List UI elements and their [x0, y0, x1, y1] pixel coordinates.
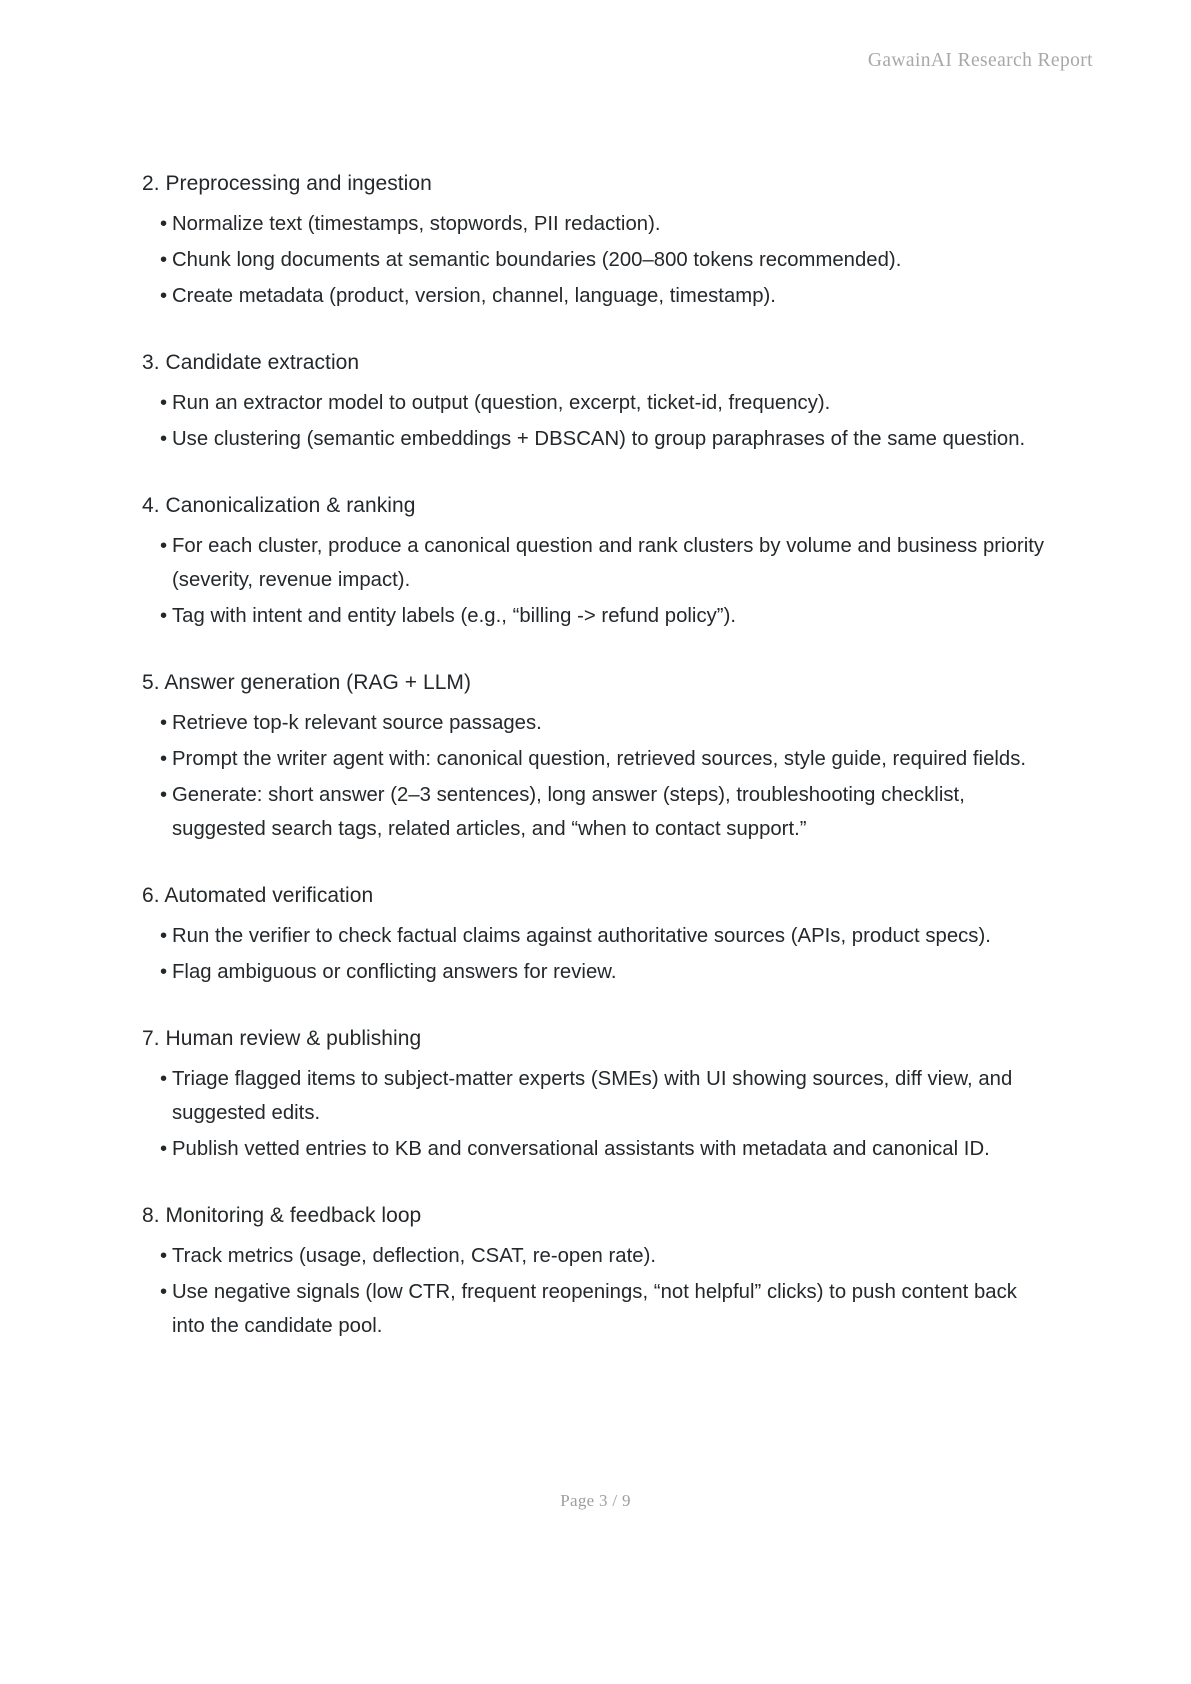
bullet-list	[142, 1239, 1048, 1343]
document-body	[142, 168, 1048, 1345]
bullet-list	[142, 207, 1048, 313]
document-section	[142, 490, 1048, 633]
bullet-dot-icon: •	[160, 961, 168, 983]
bullet-dot-icon: •	[160, 428, 168, 450]
list-item	[142, 386, 1048, 420]
bullet-dot-icon: •	[160, 605, 168, 627]
list-item-text: Retrieve top-k relevant source passages.	[172, 712, 542, 734]
document-section	[142, 1200, 1048, 1343]
bullet-dot-icon: •	[160, 249, 168, 271]
list-item	[142, 1132, 1048, 1166]
list-item	[142, 529, 1048, 597]
running-header-title: GawainAI Research Report	[867, 50, 1093, 71]
section-heading: 4. Canonicalization & ranking	[142, 494, 416, 517]
list-item-text: Create metadata (product, version, channel, language, timestamp).	[172, 285, 776, 307]
list-item	[142, 1239, 1048, 1273]
bullet-dot-icon: •	[160, 784, 168, 806]
bullet-list	[142, 1062, 1048, 1166]
list-item-text: Prompt the writer agent with: canonical question, retrieved sources, style guide, required fields.	[172, 748, 1027, 770]
list-item-text: Publish vetted entries to KB and conversational assistants with metadata and canonical ID.	[172, 1138, 990, 1160]
document-section	[142, 667, 1048, 846]
bullet-dot-icon: •	[160, 748, 168, 770]
section-heading: 6. Automated verification	[142, 884, 374, 907]
section-heading: 8. Monitoring & feedback loop	[142, 1204, 422, 1227]
section-heading: 7. Human review & publishing	[142, 1027, 422, 1050]
bullet-dot-icon: •	[160, 392, 168, 414]
list-item	[142, 599, 1048, 633]
list-item-text: Chunk long documents at semantic boundaries (200–800 tokens recommended).	[172, 249, 902, 271]
page-number-footer: Page 3 / 9	[560, 1491, 631, 1510]
bullet-dot-icon: •	[160, 285, 168, 307]
list-item-text: Use negative signals (low CTR, frequent reopenings, “not helpful” clicks) to push content back into the candidate pool.	[172, 1281, 1017, 1337]
bullet-dot-icon: •	[160, 1245, 168, 1267]
list-item-text: Flag ambiguous or conflicting answers for review.	[172, 961, 617, 983]
bullet-list	[142, 386, 1048, 456]
bullet-dot-icon: •	[160, 1068, 168, 1090]
list-item-text: Normalize text (timestamps, stopwords, PII redaction).	[172, 213, 661, 235]
list-item	[142, 919, 1048, 953]
document-section	[142, 168, 1048, 313]
list-item-text: Run the verifier to check factual claims against authoritative sources (APIs, product specs).	[172, 925, 991, 947]
section-heading: 5. Answer generation (RAG + LLM)	[142, 671, 472, 694]
bullet-list	[142, 529, 1048, 633]
list-item-text: Track metrics (usage, deflection, CSAT, re-open rate).	[172, 1245, 657, 1267]
list-item	[142, 778, 1048, 846]
list-item	[142, 422, 1048, 456]
bullet-list	[142, 919, 1048, 989]
bullet-dot-icon: •	[160, 925, 168, 947]
list-item	[142, 955, 1048, 989]
section-heading: 2. Preprocessing and ingestion	[142, 172, 432, 195]
bullet-dot-icon: •	[160, 712, 168, 734]
list-item	[142, 279, 1048, 313]
list-item-text: For each cluster, produce a canonical question and rank clusters by volume and business priority (severity, revenue impact).	[172, 535, 1045, 591]
section-heading: 3. Candidate extraction	[142, 351, 360, 374]
list-item	[142, 1062, 1048, 1130]
document-section	[142, 1023, 1048, 1166]
list-item-text: Tag with intent and entity labels (e.g., “billing -> refund policy”).	[172, 605, 737, 627]
list-item-text: Use clustering (semantic embeddings + DBSCAN) to group paraphrases of the same question.	[172, 428, 1026, 450]
document-section	[142, 347, 1048, 456]
list-item	[142, 243, 1048, 277]
list-item-text: Triage flagged items to subject-matter experts (SMEs) with UI showing sources, diff view, and suggested edits.	[172, 1068, 1013, 1124]
bullet-dot-icon: •	[160, 1138, 168, 1160]
list-item-text: Generate: short answer (2–3 sentences), long answer (steps), troubleshooting checklist, suggested search tags, related articles, and “when to contact support.”	[172, 784, 965, 840]
list-item	[142, 1275, 1048, 1343]
list-item-text: Run an extractor model to output (question, excerpt, ticket-id, frequency).	[172, 392, 831, 414]
list-item	[142, 706, 1048, 740]
bullet-dot-icon: •	[160, 1281, 168, 1303]
bullet-dot-icon: •	[160, 213, 168, 235]
list-item	[142, 742, 1048, 776]
bullet-list	[142, 706, 1048, 846]
document-section	[142, 880, 1048, 989]
list-item	[142, 207, 1048, 241]
bullet-dot-icon: •	[160, 535, 168, 557]
